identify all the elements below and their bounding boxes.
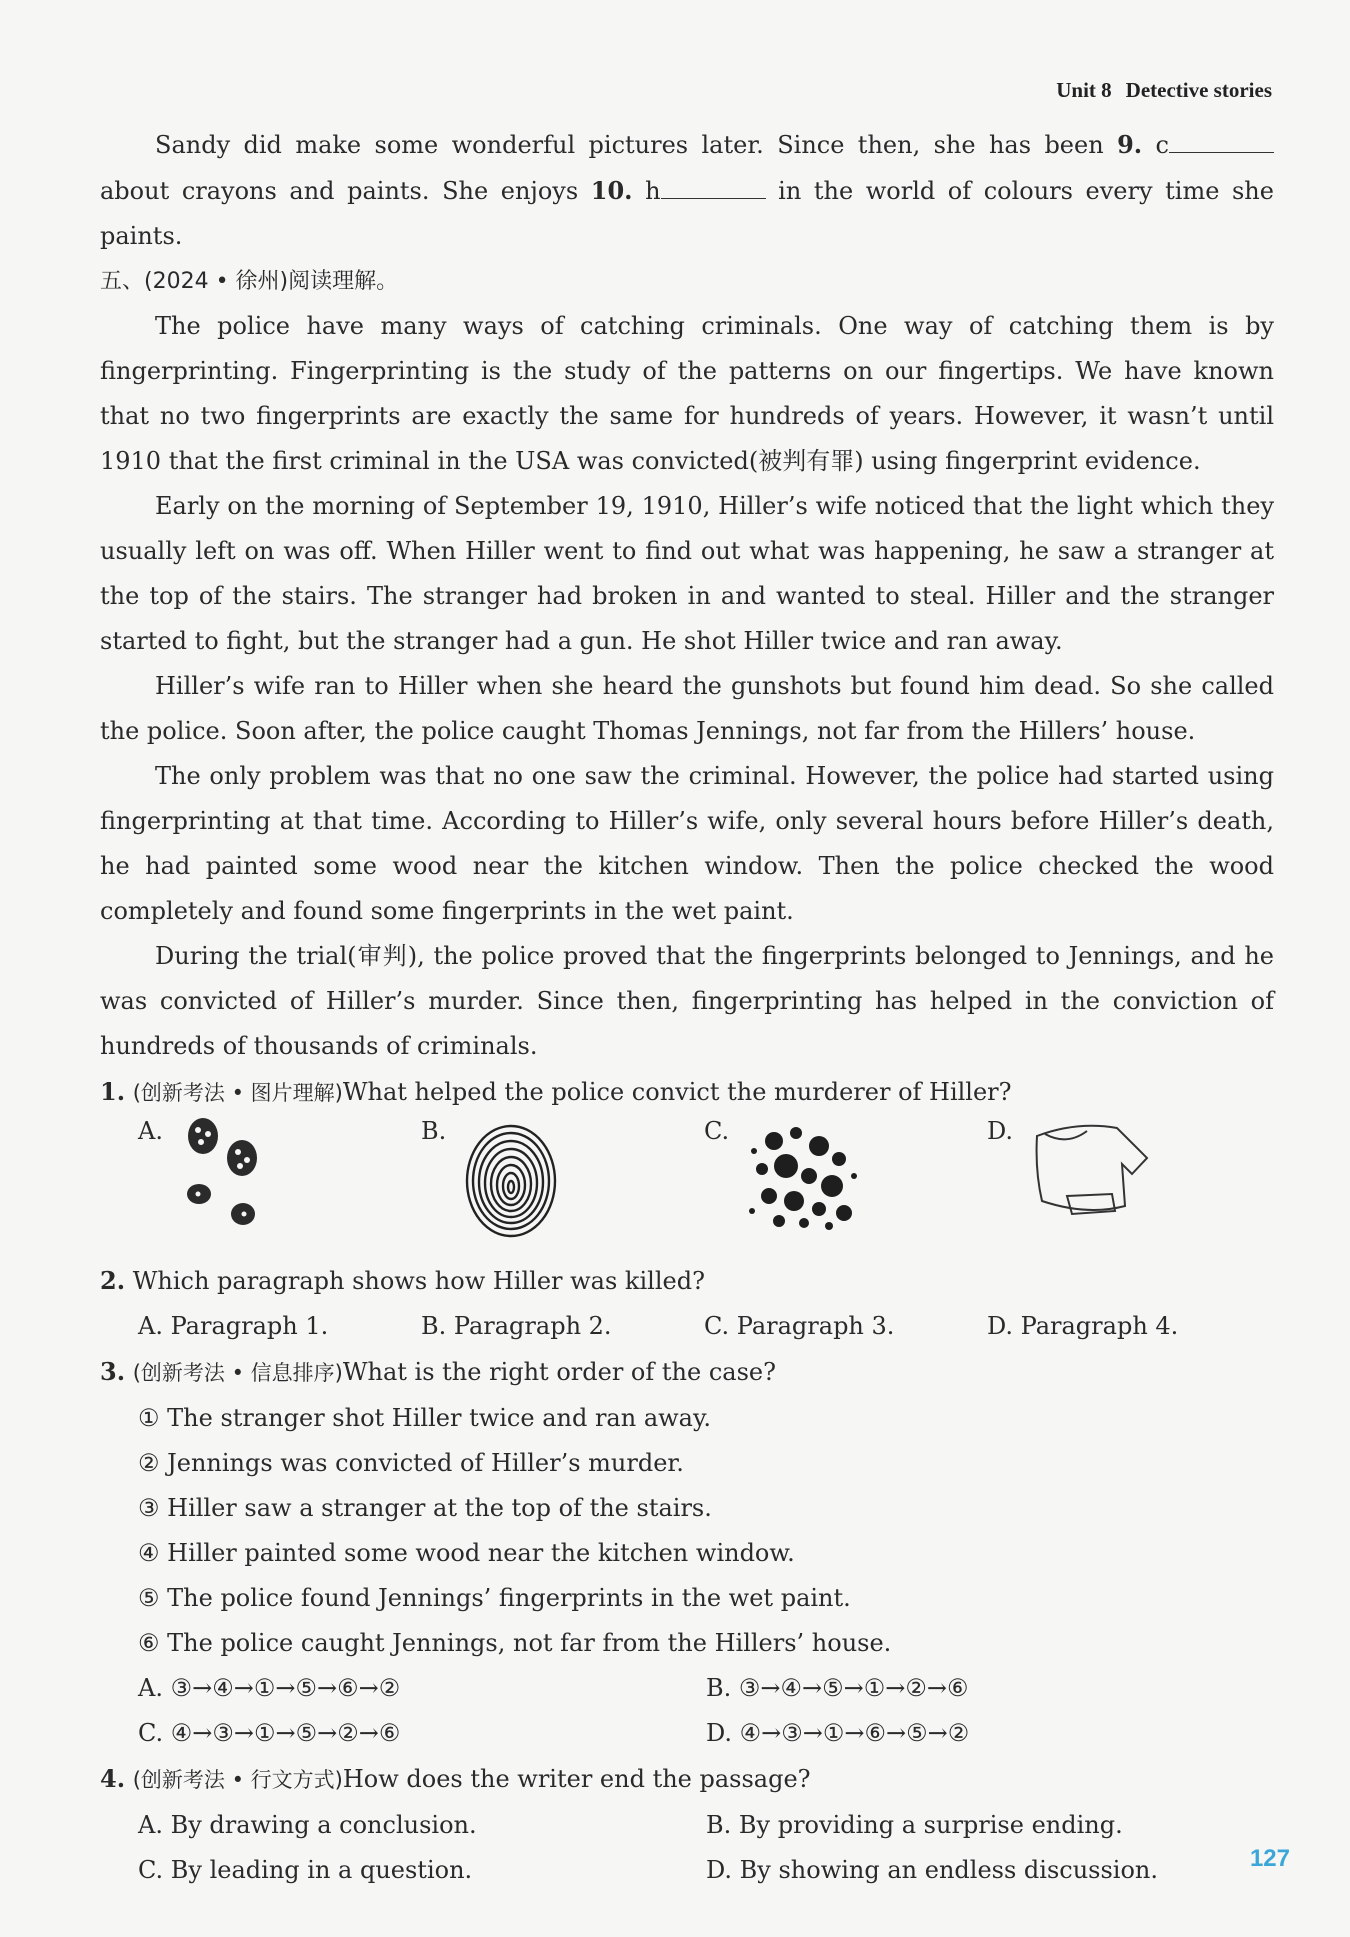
option-b[interactable]: B. ③→④→⑤→①→②→⑥ [706,1674,969,1702]
option-c[interactable]: C. By leading in a question. [138,1856,473,1884]
passage-paragraph-2: Early on the morning of September 19, 1910, Hiller’s wife noticed that the light which they usually left on was off. When Hiller went to find out what was happening, he saw a stranger at the top of the stairs. The stranger had broken in and wanted to steal. Hiller and the stranger started to fight, but the stranger had a gun. He shot Hiller twice and ran away. [100,492,1274,655]
option-b[interactable]: B. By providing a surprise ending. [706,1811,1123,1839]
blank-10 [661,176,766,199]
main-content [100,122,1274,1893]
event-item: ③ Hiller saw a stranger at the top of the stairs. [138,1494,712,1522]
unit-label: Unit 8 [1056,78,1112,102]
question-4-options-row-2 [100,1848,1274,1893]
event-item: ① The stranger shot Hiller twice and ran away. [138,1404,711,1432]
question-3-options-row-1 [100,1666,1274,1711]
option-d[interactable]: D. Paragraph 4. [987,1312,1179,1340]
running-header [1056,78,1272,103]
question-4-options-row-1 [100,1803,1274,1848]
option-d[interactable]: D. ④→③→①→⑥→⑤→② [706,1719,970,1747]
passage-paragraph-5: During the trial(审判), the police proved that the fingerprints belonged to Jennings, and he was convicted of Hiller’s murder. Since then, fingerprinting has helped in the conviction of hundreds of thousands of criminals. [100,942,1274,1060]
option-c[interactable]: C. ④→③→①→⑤→②→⑥ [138,1719,401,1747]
question-1: 1. (创新考法 • 图片理解)What helped the police convict the murderer of Hiller? [100,1077,1012,1106]
fingerprint-icon [461,1121,561,1241]
page-number: 127 [1249,1845,1290,1872]
option-a[interactable]: A. Paragraph 1. [138,1312,329,1340]
passage-paragraph-4: The only problem was that no one saw the criminal. However, the police had started using fingerprinting at that time. According to Hiller’s wife, only several hours before Hiller’s death, he had painted some wood near the kitchen window. Then the police checked the wood completely and found some fingerprints in the wet paint. [100,762,1274,925]
footprints-icon [178,1116,268,1236]
option-a[interactable]: A. By drawing a conclusion. [138,1811,477,1839]
question-2: 2. Which paragraph shows how Hiller was killed? [100,1266,705,1295]
question-2-options [100,1304,1274,1349]
passage-paragraph-3: Hiller’s wife ran to Hiller when she heard the gunshots but found him dead. So she called the police. Soon after, the police caught Thomas Jennings, not far from the Hillers’ house. [100,672,1274,745]
question-4: 4. (创新考法 • 行文方式)How does the writer end the passage? [100,1764,811,1793]
previous-exercise-tail: Sandy did make some wonderful pictures later. Since then, she has been 9. c about crayons and paints. She enjoys 10. h in the world of colours every time she paints. [100,130,1274,250]
question-3: 3. (创新考法 • 信息排序)What is the right order of the case? [100,1357,776,1386]
ink-splatter-icon [744,1121,864,1236]
event-item: ⑥ The police caught Jennings, not far from the Hillers’ house. [138,1629,892,1657]
option-d[interactable]: D. By showing an endless discussion. [706,1856,1159,1884]
passage-paragraph-1: The police have many ways of catching criminals. One way of catching them is by fingerprinting. Fingerprinting is the study of the patterns on our fingertips. We have known that no two fingerprints are exactly the same for hundreds of years. However, it wasn’t until 1910 that the first criminal in the USA was convicted(被判有罪) using fingerprint evidence. [100,312,1274,475]
option-c[interactable]: C. Paragraph 3. [704,1312,895,1340]
section-title: 五、(2024 • 徐州)阅读理解。 [100,269,399,294]
option-a[interactable]: A. ③→④→①→⑤→⑥→② [138,1674,401,1702]
event-item: ④ Hiller painted some wood near the kitchen window. [138,1539,795,1567]
question-1-image-options: A. B. C. D. [100,1116,1274,1258]
blank-9 [1169,130,1274,153]
event-item: ② Jennings was convicted of Hiller’s murder. [138,1449,684,1477]
event-item: ⑤ The police found Jennings’ fingerprints in the wet paint. [138,1584,851,1612]
shirt-icon [1027,1116,1157,1226]
unit-title: Detective stories [1125,78,1272,102]
option-b[interactable]: B. Paragraph 2. [421,1312,612,1340]
question-3-options-row-2 [100,1711,1274,1756]
